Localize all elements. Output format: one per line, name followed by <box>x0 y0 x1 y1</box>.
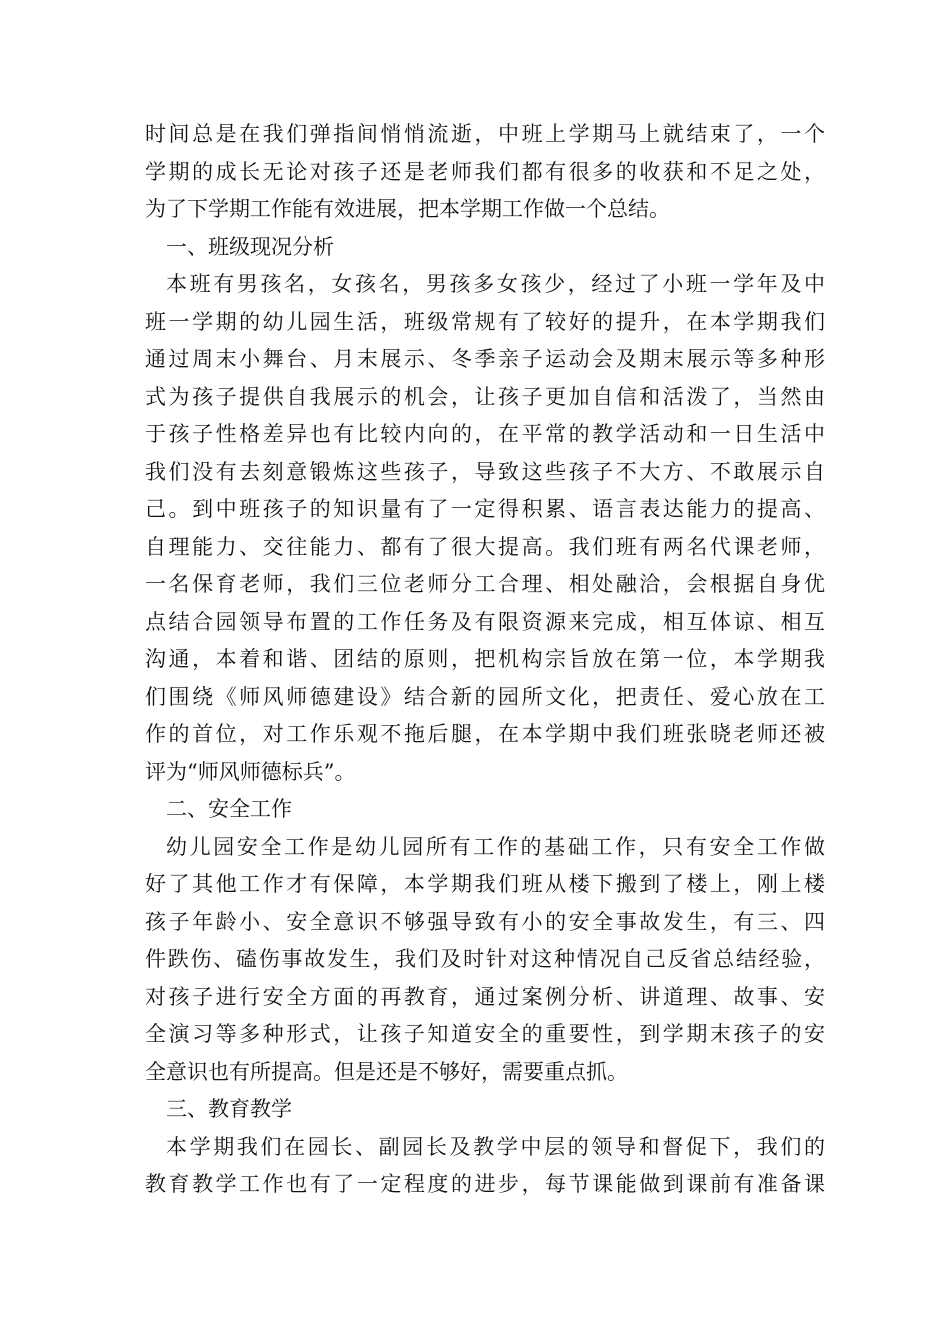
paragraph-line: 件跌伤、磕伤事故发生，我们及时针对这种情况自己反省总结经验， <box>145 947 825 971</box>
paragraph-line: 好了其他工作才有保障，本学期我们班从楼下搬到了楼上，刚上楼 <box>145 872 825 896</box>
paragraph-line: 对孩子进行安全方面的再教育，通过案例分析、讲道理、故事、安 <box>145 984 825 1009</box>
paragraph-line: 通过周末小舞台、月末展示、冬季亲子运动会及期末展示等多种形 <box>145 347 825 371</box>
paragraph-line: 为了下学期工作能有效进展，把本学期工作做一个总结。 <box>145 197 670 221</box>
paragraph-line: 本班有男孩名，女孩名，男孩多女孩少，经过了小班一学年及中 <box>166 272 825 296</box>
section-heading: 一、班级现况分析 <box>166 234 334 259</box>
paragraph-line: 教育教学工作也有了一定程度的进步，每节课能做到课前有准备课 <box>145 1172 825 1196</box>
section-heading: 二、安全工作 <box>166 797 292 821</box>
paragraph-line: 自理能力、交往能力、都有了很大提高。我们班有两名代课老师， <box>145 534 825 559</box>
paragraph-line: 点结合园领导布置的工作任务及有限资源来完成，相互体谅、相互 <box>145 609 825 634</box>
section-heading: 三、教育教学 <box>166 1097 292 1121</box>
paragraph-line: 沟通，本着和谐、团结的原则，把机构宗旨放在第一位，本学期我 <box>145 647 825 671</box>
paragraph-line: 于孩子性格差异也有比较内向的，在平常的教学活动和一日生活中 <box>145 422 825 446</box>
paragraph-line: 我们没有去刻意锻炼这些孩子，导致这些孩子不大方、不敢展示自 <box>145 459 825 484</box>
paragraph-line: 全意识也有所提高。但是还是不够好，需要重点抓。 <box>145 1059 628 1084</box>
paragraph-line: 孩子年龄小、安全意识不够强导致有小的安全事故发生，有三、四 <box>145 909 825 934</box>
paragraph-line: 们围绕《师风师德建设》结合新的园所文化，把责任、爱心放在工 <box>145 684 825 709</box>
paragraph-line: 评为“师风师德标兵”。 <box>145 759 356 784</box>
document-body <box>145 116 825 1204</box>
paragraph-line: 本学期我们在园长、副园长及教学中层的领导和督促下，我们的 <box>166 1134 825 1159</box>
paragraph-line: 时间总是在我们弹指间悄悄流逝，中班上学期马上就结束了，一个 <box>145 122 825 146</box>
paragraph-line: 学期的成长无论对孩子还是老师我们都有很多的收获和不足之处， <box>145 159 825 184</box>
paragraph-line: 幼儿园安全工作是幼儿园所有工作的基础工作，只有安全工作做 <box>166 834 825 859</box>
paragraph-line: 班一学期的幼儿园生活，班级常规有了较好的提升，在本学期我们 <box>145 309 825 334</box>
paragraph-line: 作的首位，对工作乐观不拖后腿，在本学期中我们班张晓老师还被 <box>145 722 825 746</box>
paragraph-line: 全演习等多种形式，让孩子知道安全的重要性，到学期末孩子的安 <box>145 1022 825 1046</box>
paragraph-line: 己。到中班孩子的知识量有了一定得积累、语言表达能力的提高、 <box>145 497 825 521</box>
paragraph-line: 式为孩子提供自我展示的机会，让孩子更加自信和活泼了，当然由 <box>145 384 825 409</box>
paragraph-line: 一名保育老师，我们三位老师分工合理、相处融洽，会根据自身优 <box>145 572 825 596</box>
